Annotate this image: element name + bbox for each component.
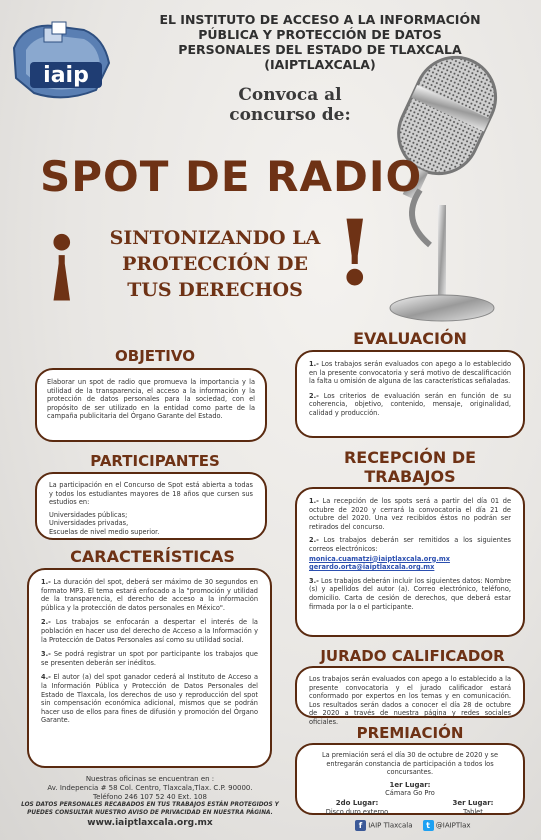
close-exclamation: ! (335, 200, 375, 306)
jurado-box (295, 666, 525, 726)
premiacion-text: La premiación será el día 30 de octubre de 2020 y se entregarán constancia de participación a todos los concursantes. (321, 751, 498, 777)
jurado-title: JURADO CALIFICADOR (320, 647, 505, 665)
slogan-line: TUS DERECHOS (127, 279, 303, 301)
item-text: La recepción de los spots será a partir del día 01 de octubre de 2020 y cerrará la convocatoria el día 21 de octubre del 2020. Una vez recibidos éstos no podrán ser retirados del concurso. (309, 497, 511, 531)
second-place-label: 2do Lugar: (335, 798, 379, 807)
twitter-label: @IAIPTlax (435, 821, 471, 830)
caracteristicas-item (41, 578, 258, 612)
caracteristicas-item (41, 618, 258, 644)
facebook-label: IAIP Tlaxcala (368, 821, 413, 830)
slogan-line: SINTONIZANDO LA (109, 227, 321, 249)
participantes-item: Escuelas de nivel medio superior. (49, 527, 160, 536)
iaip-logo (4, 8, 124, 108)
third-place (433, 799, 513, 816)
institute-line: (IAIPTLAXCALA) (264, 57, 376, 72)
other-places (307, 799, 513, 816)
recepcion-item (309, 497, 511, 531)
recepcion-item (309, 536, 511, 553)
item-text: Los criterios de evaluación serán en función de su coherencia, objetivo, contenido, mensaje, originalidad, calidad y producción. (309, 391, 511, 417)
item-text: Los trabajos deberán ser remitidos a los siguientes correos electrónicos: (309, 536, 511, 553)
caracteristicas-title: CARACTERÍSTICAS (70, 547, 235, 566)
item-text: Los trabajos se enfocarán a despertar el interés de la población en hacer uso del derecho de Acceso a la Información y la Protección de Datos Personales así como su utilidad social. (41, 618, 258, 644)
third-place-label: 3er Lugar: (452, 798, 494, 807)
objetivo-text: Elaborar un spot de radio que promueva la importancia y la utilidad de la transparencia, el acceso a la información y la protección de datos personales para la sociedad, con el propósito de ser utilizado en la entidad como parte de la campaña publicitaria del Órgano Garante del Estado. (47, 378, 255, 421)
item-text: La duración del spot, deberá ser máximo de 30 segundos en formato MP3. El tema estará enfocado a la "promoción y utilidad de la transparencia, el derecho de acceso a la información pública y la protección de datos personales en México". (41, 578, 258, 612)
third-place-prize: Tablet (463, 807, 483, 816)
first-place-label: 1er Lugar: (389, 780, 431, 789)
objetivo-box (35, 368, 267, 442)
item-number: 1.- (41, 578, 51, 586)
twitter-icon: t (423, 820, 434, 831)
item-number: 1.- (309, 360, 319, 368)
item-text: El autor (a) del spot ganador cederá al Instituto de Acceso a la Información Pública y Protección de Datos Personales del Estado de Tlaxcala, los derechos de uso y reproducción del spot sin compensación económica adicional, mismos que se podrán hacer uso de ellos para fines de difusión y promoción del Órgano Garante. (41, 673, 258, 725)
institute-line: EL INSTITUTO DE ACCESO A LA INFORMACIÓN (159, 12, 481, 27)
participantes-box (35, 472, 267, 540)
recepcion-item (309, 577, 511, 611)
evaluacion-title: EVALUACIÓN (353, 329, 467, 348)
first-place (307, 781, 513, 798)
item-number: 1.- (309, 497, 319, 505)
website-link[interactable]: www.iaiptlaxcala.org.mx (87, 818, 213, 828)
item-text: Los trabajos serán evaluados con apego a lo establecido en la presente convocatoria y será motivo de descalificación la falta u omisión de alguna de las características señaladas. (309, 360, 511, 386)
recepcion-title-line: RECEPCIÓN DE (343, 448, 477, 467)
footer-address (5, 775, 295, 829)
slogan (80, 225, 350, 303)
participantes-text: La participación en el Concurso de Spot está abierta a todas y todos los estudiantes mayores de 18 años que cursen sus estudios en: (49, 481, 253, 507)
slogan-line: PROTECCIÓN DE (122, 253, 308, 275)
caracteristicas-item (41, 650, 258, 667)
email-link[interactable]: monica.cuamatzi@iaiptlaxcala.org.mx (309, 554, 450, 563)
facebook-link[interactable] (355, 820, 413, 831)
item-text: Se podrá registrar un spot por participante los trabajos que se presenten deberán ser inéditos. (41, 650, 258, 667)
email-link[interactable]: gerardo.orta@iaiptlaxcala.org.mx (309, 563, 435, 572)
footer-line: Teléfono 246 107 52 40 Ext. 108 (93, 793, 207, 801)
caracteristicas-item (41, 673, 258, 725)
convoca-line: Convoca al (238, 85, 342, 105)
second-place (307, 799, 407, 816)
jurado-text: Los trabajos serán evaluados con apego a lo establecido a la presente convocatoria y el jurado calificador estará conformado por expertos en los temas y en comunicación. Los resultados serán dados a conocer el día 28 de octubre de 2020 a través de nuestra página y redes sociales oficiales. (309, 675, 511, 726)
item-number: 3.- (41, 650, 51, 659)
open-exclamation: ¡ (42, 200, 82, 306)
footer-line: Nuestras oficinas se encuentran en : (85, 775, 215, 783)
evaluacion-box (295, 350, 525, 438)
convoca-heading (215, 85, 365, 125)
item-number: 4.- (41, 673, 51, 682)
participantes-item: Universidades privadas, (49, 519, 129, 528)
recepcion-box (295, 487, 525, 637)
item-text: Los trabajos deberán incluir los siguientes datos: Nombre (s) y apellidos del autor (a). Correo electrónico, teléfono, domicilio. Carta de cesión de derechos, que deberá estar firmada por la o el participante. (309, 576, 511, 611)
evaluacion-item (309, 360, 511, 386)
item-number: 3.- (309, 576, 319, 585)
twitter-link[interactable] (423, 820, 471, 831)
first-place-prize: Cámara Go Pro (385, 789, 435, 798)
facebook-icon: f (355, 820, 366, 831)
item-number: 2.- (309, 536, 319, 545)
institute-line: PERSONALES DEL ESTADO DE TLAXCALA (178, 42, 462, 57)
social-links (355, 820, 535, 831)
privacy-line: LOS DATOS PERSONALES RECABADOS EN TUS TRABAJOS ESTÁN PROTEGIDOS Y (21, 802, 279, 808)
recepcion-title (300, 448, 520, 486)
logo-text: iaip (43, 63, 89, 88)
spot-title: SPOT DE RADIO (40, 152, 423, 201)
objetivo-title: OBJETIVO (115, 347, 195, 365)
participantes-item: Universidades públicas; (49, 510, 128, 519)
convoca-line: concurso de: (229, 105, 351, 125)
second-place-prize: Disco duro externo (325, 807, 389, 816)
participantes-title: PARTICIPANTES (90, 452, 220, 470)
recepcion-title-line: TRABAJOS (364, 467, 456, 486)
premiacion-box (295, 743, 525, 815)
item-number: 2.- (309, 391, 319, 400)
caracteristicas-box (27, 568, 272, 768)
premiacion-title: PREMIACIÓN (356, 724, 464, 742)
institute-line: PÚBLICA Y PROTECCIÓN DE DATOS (198, 27, 442, 42)
footer-line: Av. Indepencia # 58 Col. Centro, Tlaxcala,Tlax. C.P. 90000. (47, 784, 253, 792)
privacy-line: PUEDES CONSULTAR NUESTRO AVISO DE PRIVACIDAD EN NUESTRA PÁGINA. (27, 809, 273, 816)
evaluacion-item (309, 392, 511, 418)
item-number: 2.- (41, 618, 51, 627)
